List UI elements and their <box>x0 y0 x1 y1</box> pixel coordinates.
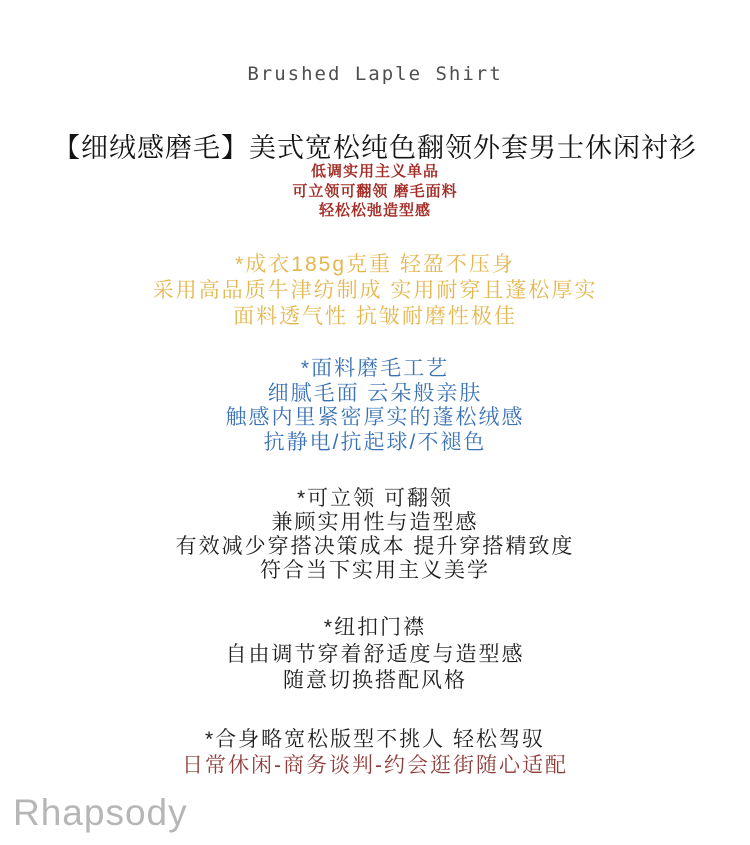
section-fabric-weight <box>0 252 750 330</box>
section-brushed-craft <box>0 357 750 455</box>
feature-line: 抗静电/抗起球/不褪色 <box>263 430 487 454</box>
tagline-line: 可立领可翻领 磨毛面料 <box>292 182 458 200</box>
feature-line: 面料透气性 抗皱耐磨性极佳 <box>233 305 517 328</box>
product-title: 【细绒感磨毛】美式宽松纯色翻领外套男士休闲衬衫 <box>53 133 697 163</box>
feature-line: *可立领 可翻领 <box>296 487 453 510</box>
english-subtitle: Brushed Laple Shirt <box>247 63 503 85</box>
feature-line: *成衣185g克重 轻盈不压身 <box>235 253 515 276</box>
section-fit-occasion <box>0 727 750 778</box>
feature-line: *面料磨毛工艺 <box>300 357 450 380</box>
section-tagline <box>0 162 750 221</box>
feature-line: *纽扣门襟 <box>323 616 427 639</box>
feature-line: 细腻毛面 云朵般亲肤 <box>267 381 483 405</box>
tagline-line: 低调实用主义单品 <box>310 163 439 180</box>
occasion-line: 日常休闲-商务谈判-约会逛街随心适配 <box>182 753 568 777</box>
feature-line: *合身略宽松版型不挑人 轻松驾驭 <box>204 728 545 751</box>
feature-line: 触感内里紧密厚实的蓬松绒感 <box>225 406 525 429</box>
feature-line: 自由调节穿着舒适度与造型感 <box>225 642 525 666</box>
brand-watermark: Rhapsody <box>13 792 188 833</box>
tagline-line: 轻松松弛造型感 <box>318 202 431 219</box>
feature-line: 兼顾实用性与造型感 <box>271 511 479 534</box>
feature-line: 采用高品质牛津纺制成 实用耐穿且蓬松厚实 <box>152 279 598 302</box>
section-button-placket <box>0 615 750 695</box>
feature-line: 随意切换搭配风格 <box>283 669 467 692</box>
feature-line: 符合当下实用主义美学 <box>260 559 490 582</box>
feature-line: 有效减少穿搭决策成本 提升穿搭精致度 <box>175 535 575 558</box>
section-collar-feature <box>0 487 750 583</box>
